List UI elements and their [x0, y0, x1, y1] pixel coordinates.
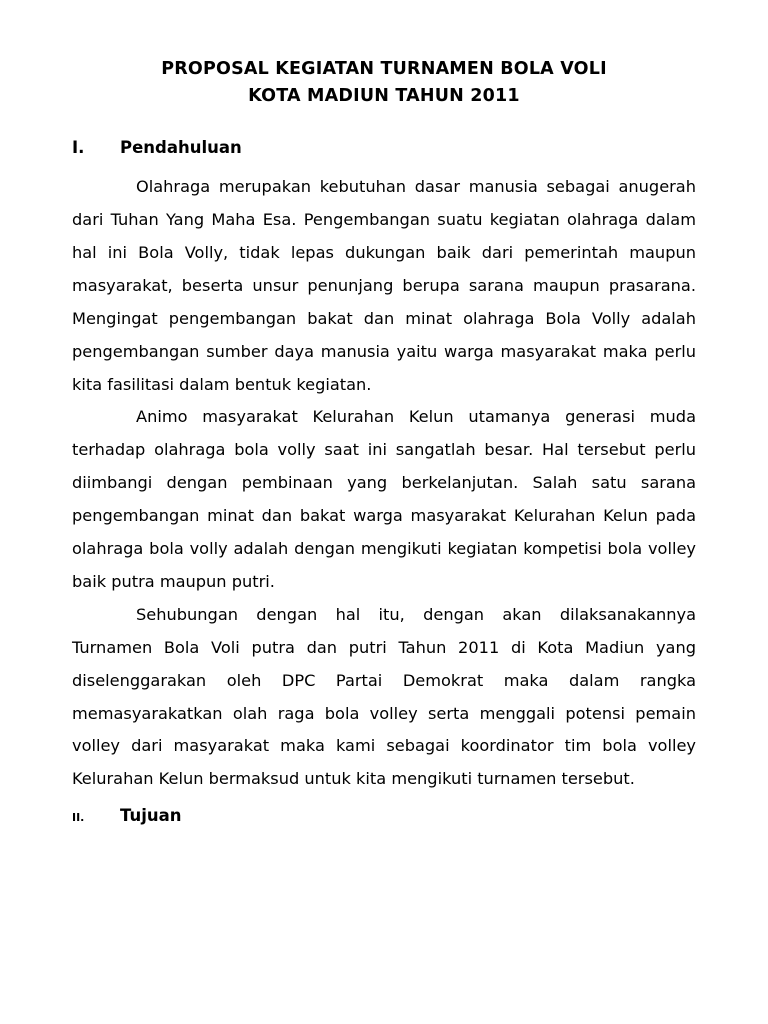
- section-number: I.: [72, 138, 85, 158]
- title-line-2: KOTA MADIUN TAHUN 2011: [248, 86, 520, 107]
- section-label: Tujuan: [120, 806, 182, 826]
- section-label: Pendahuluan: [120, 138, 242, 158]
- section-heading-pendahuluan: [72, 138, 696, 157]
- paragraph: Sehubungan dengan hal itu, dengan akan dilaksanakannya Turnamen Bola Voli putra dan putri Tahun 2011 di Kota Madiun yang diselenggarakan oleh DPC Partai Demokrat maka dalam rangka memasyarakatkan olah raga bola volley serta menggali potensi pemain volley dari masyarakat maka kami sebagai koordinator tim bola volley Kelurahan Kelun bermaksud untuk kita mengikuti turnamen tersebut.: [72, 604, 696, 789]
- paragraph: Olahraga merupakan kebutuhan dasar manusia sebagai anugerah dari Tuhan Yang Maha Esa. Pengembangan suatu kegiatan olahraga dalam hal ini Bola Volly, tidak lepas dukungan baik dari pemerintah maupun masyarakat, beserta unsur penunjang berupa sarana maupun prasarana. Mengingat pengembangan bakat dan minat olahraga Bola Volly adalah pengembangan sumber daya manusia yaitu warga masyarakat maka perlu kita fasilitasi dalam bentuk kegiatan.: [72, 177, 696, 394]
- paragraph: Animo masyarakat Kelurahan Kelun utamanya generasi muda terhadap olahraga bola volly saat ini sangatlah besar. Hal tersebut perlu diimbangi dengan pembinaan yang berkelanjutan. Salah satu sarana pengembangan minat dan bakat warga masyarakat Kelurahan Kelun pada olahraga bola volly adalah dengan mengikuti kegiatan kompetisi bola volley baik putra maupun putri.: [72, 407, 696, 591]
- section-body-pendahuluan: [72, 171, 696, 796]
- section-pendahuluan: [72, 138, 696, 796]
- section-heading-tujuan: [72, 806, 696, 825]
- section-number: II.: [72, 811, 85, 825]
- page-title: [72, 56, 696, 110]
- title-line-1: PROPOSAL KEGIATAN TURNAMEN BOLA VOLI: [161, 59, 607, 79]
